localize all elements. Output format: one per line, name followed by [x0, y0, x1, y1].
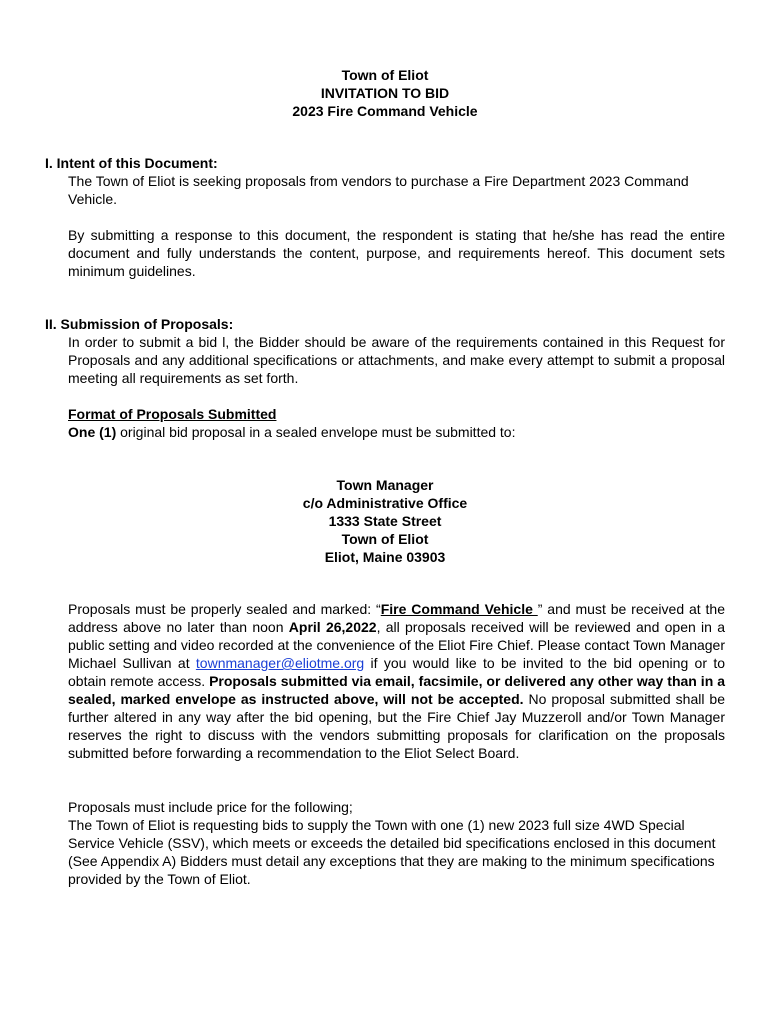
deadline-date: April 26,2022 — [288, 619, 377, 635]
section-2-paragraph-1: In order to submit a bid l, the Bidder should be aware of the requirements contained in this Request for Proposals and any additional specifications or attachments, and make every attempt to submit a proposal meeting all requirements as set forth. — [68, 334, 725, 386]
document-title-block — [0, 66, 770, 120]
title-subject: 2023 Fire Command Vehicle — [292, 103, 478, 119]
format-instruction — [68, 423, 725, 441]
pricing-paragraph: The Town of Eliot is requesting bids to supply the Town with one (1) new 2023 full size 4WD Special Service Vehicle (SSV), which meets or exceeds the detailed bid specifications enclosed in this document (See Appendix A) Bidders must detail any exceptions that they are making to the minimum specifications provided by the Town of Eliot. — [68, 817, 716, 887]
format-quantity: One (1) — [68, 424, 117, 440]
format-heading — [68, 405, 725, 423]
marking-text-4: if you would like to be invited to the bid opening or to obtain remote access. — [68, 655, 725, 689]
section-1-paragraph-1: The Town of Eliot is seeking proposals from vendors to purchase a Fire Department 2023 Command Vehicle. — [68, 173, 689, 207]
address-line-2: c/o Administrative Office — [302, 495, 468, 511]
title-town: Town of Eliot — [341, 67, 429, 83]
title-invitation: INVITATION TO BID — [320, 85, 450, 101]
submission-warning: Proposals submitted via email, facsimile, or delivered any other way than in a sealed, marked envelope as instructed above, will not be accepted. — [68, 673, 726, 707]
address-line-1: Town Manager — [336, 477, 434, 493]
section-1-heading: I. Intent of this Document: — [45, 155, 218, 171]
format-instruction-text: original bid proposal in a sealed envelope must be submitted to: — [116, 424, 516, 440]
section-2-heading: II. Submission of Proposals: — [45, 316, 234, 332]
pricing-line-1: Proposals must include price for the following; — [68, 799, 353, 815]
marking-label: Fire Command Vehicle — [380, 601, 538, 617]
email-link[interactable]: townmanager@eliotme.org — [195, 655, 365, 671]
marking-text-5: No proposal submitted shall be further altered in any way after the bid opening, but the Fire Chief Jay Muzzeroll and/or Town Manager reserves the right to discuss with the vendors submitting proposals for clarification on the proposals submitted before forwarding a recommendation to the Eliot Select Board. — [68, 691, 726, 761]
mailing-address — [0, 476, 770, 566]
format-heading-text: Format of Proposals Submitted — [68, 406, 277, 422]
address-line-5: Eliot, Maine 03903 — [324, 549, 446, 565]
marking-text-3: , all proposals received will be reviewed and open in a public setting and video recorded at the convenience of the Eliot Fire Chief. Please contact Town Manager Michael Sullivan at — [68, 619, 726, 671]
marking-text-1: Proposals must be properly sealed and marked: “ — [68, 601, 381, 617]
marking-paragraph — [68, 600, 725, 762]
address-line-3: 1333 State Street — [328, 513, 442, 529]
address-line-4: Town of Eliot — [341, 531, 429, 547]
marking-text-2: ” and must be received at the address above no later than noon — [68, 601, 725, 635]
section-1-paragraph-2: By submitting a response to this document, the respondent is stating that he/she has read the entire document and fully understands the content, purpose, and requirements hereof. This document sets minimum guidelines. — [68, 227, 725, 279]
